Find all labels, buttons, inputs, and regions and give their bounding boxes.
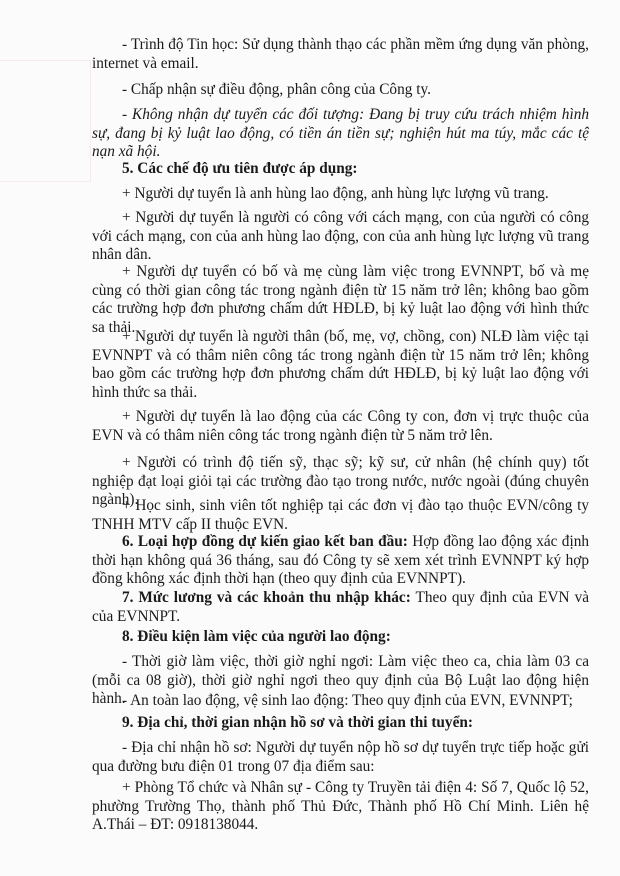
paragraph: - Chấp nhận sự điều động, phân công của Công ty. [122, 81, 431, 98]
paragraph: - Trình độ Tin học: Sử dụng thành thạo các phần mềm ứng dụng văn phòng, internet và email. [92, 36, 589, 72]
section-6 [92, 533, 589, 589]
heading: 8. Điều kiện làm việc của người lao động: [122, 628, 391, 645]
section-7 [92, 589, 589, 626]
section-text: Theo quy định của EVN và của EVNNPT. [92, 589, 590, 625]
section-heading-9 [92, 714, 589, 733]
section-heading-8 [92, 628, 589, 647]
section-text: Hợp đồng lao động xác định thời hạn không quá 36 tháng, sau đó Công ty sẽ xem xét trình EVNNPT ký hợp đồng không xác định thời hạn (theo quy định của EVNNPT). [92, 533, 589, 588]
section-heading-5 [92, 160, 589, 179]
paragraph: - Địa chỉ nhận hồ sơ: Người dự tuyển nộp hồ sơ dự tuyển trực tiếp hoặc gửi qua đường bưu điện 01 trong 07 địa điểm sau: [92, 739, 589, 775]
heading: 6. Loại hợp đồng dự kiến giao kết ban đầu: [122, 533, 408, 550]
paragraph: + Người dự tuyển là người thân (bố, mẹ, vợ, chồng, con) NLĐ làm việc tại EVNNPT và có thâm niên công tác trong ngành điện từ 15 năm trở lên; không bao gồm các trường hợp đơn phương chấm dứt HĐLĐ, bị kỷ luật lao động với hình thức sa thải. [92, 328, 589, 401]
paragraph: + Học sinh, sinh viên tốt nghiệp tại các đơn vị đào tạo thuộc EVN/công ty TNHH MTV cấp II thuộc EVN. [92, 497, 589, 533]
paragraph: - Không nhận dự tuyển các đối tượng: Đang bị truy cứu trách nhiệm hình sự, đang bị kỷ luật lao động, có tiền án tiền sự; nghiện hút ma túy, mắc các tệ nạn xã hội. [92, 106, 589, 161]
heading: 7. Mức lương và các khoản thu nhập khác: [122, 589, 411, 606]
heading: 5. Các chế độ ưu tiên được áp dụng: [122, 160, 358, 177]
paragraph: + Phòng Tổ chức và Nhân sự - Công ty Truyền tải điện 4: Số 7, Quốc lộ 52, phường Trường Thọ, thành phố Thủ Đức, Thành phố Hồ Chí Minh. Liên hệ A.Thái – ĐT: 0918138044. [92, 779, 589, 834]
paragraph: - Thời giờ làm việc, thời giờ nghỉ ngơi: Làm việc theo ca, chia làm 03 ca (mỗi ca 08 giờ), thời giờ nghỉ ngơi theo quy định của Bộ Luật lao động hiện hành. [92, 653, 589, 708]
paragraph: + Người dự tuyển có bố và mẹ cùng làm việc trong EVNNPT, bố và mẹ cùng có thời gian công tác trong ngành điện từ 15 năm trở lên; không bao gồm các trường hợp đơn phương chấm dứt HĐLĐ, bị kỷ luật lao động với hình thức sa thải. [92, 263, 589, 336]
faded-stamp [0, 60, 91, 182]
paragraph: - An toàn lao động, vệ sinh lao động: Theo quy định của EVN, EVNNPT; [122, 692, 573, 709]
paragraph: + Người dự tuyển là lao động của các Công ty con, đơn vị trực thuộc của EVN và có thâm niên công tác trong ngành điện từ 5 năm trở lên. [92, 408, 589, 444]
heading: 9. Địa chỉ, thời gian nhận hồ sơ và thời gian thi tuyển: [122, 714, 473, 731]
paragraph: + Người có trình độ tiến sỹ, thạc sỹ; kỹ sư, cử nhân (hệ chính quy) tốt nghiệp đạt loại giỏi tại các trường đào tạo trong nước, nước ngoài (đúng chuyên ngành). [92, 454, 589, 509]
paragraph: + Người dự tuyển là anh hùng lao động, anh hùng lực lượng vũ trang. [122, 185, 549, 202]
paragraph: + Người dự tuyển là người có công với cách mạng, con của người có công với cách mạng, con của anh hùng lao động, con của anh hùng lực lượng vũ trang nhân dân. [92, 209, 589, 264]
